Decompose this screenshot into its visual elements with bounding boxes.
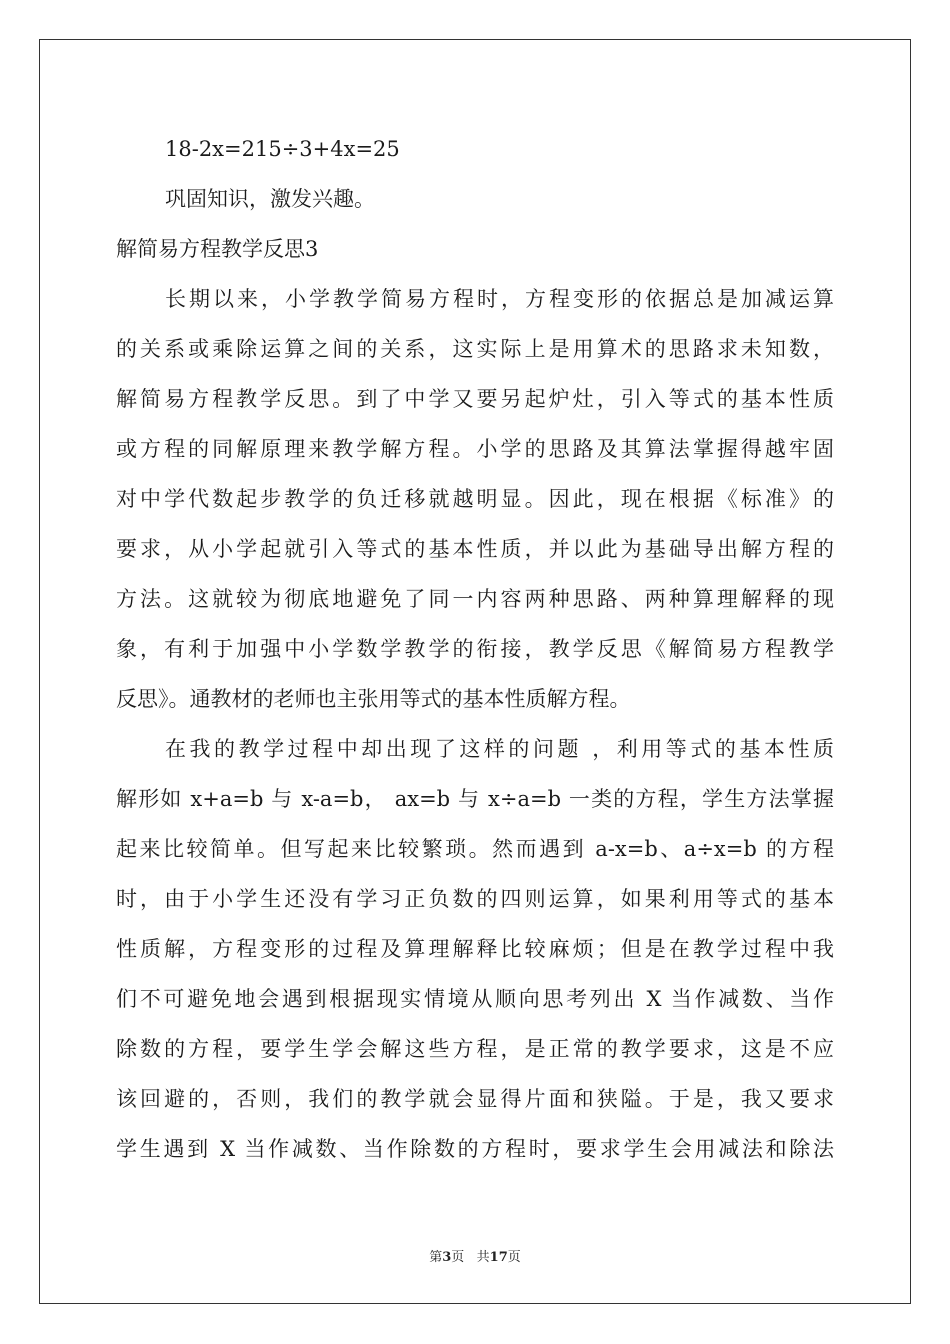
- current-page-number: 3: [442, 1250, 452, 1265]
- paragraph-line: 学生遇到 X 当作减数、当作除数的方程时，要求学生会用减法和除法: [116, 1137, 834, 1161]
- equation-line: 18-2x=215÷3+4x=25: [165, 137, 400, 161]
- paragraph-line: 的关系或乘除运算之间的关系，这实际上是用算术的思路求未知数，: [116, 337, 834, 361]
- paragraph-line: 该回避的，否则，我们的教学就会显得片面和狭隘。于是，我又要求: [116, 1087, 834, 1111]
- paragraph-line: 长期以来，小学教学简易方程时，方程变形的依据总是加减运算: [165, 287, 834, 311]
- footer-middle: 页 共: [451, 1250, 490, 1265]
- paragraph-line: 起来比较简单。但写起来比较繁琐。然而遇到 a-x=b、a÷x=b 的方程: [116, 837, 834, 861]
- paragraph-line: 在我的教学过程中却出现了这样的问题 ，利用等式的基本性质: [165, 737, 834, 761]
- paragraph-line: 或方程的同解原理来教学解方程。小学的思路及其算法掌握得越牢固: [116, 437, 834, 461]
- paragraph-line: 性质解，方程变形的过程及算理解释比较麻烦；但是在教学过程中我: [116, 937, 834, 961]
- paragraph-line: 解简易方程教学反思。到了中学又要另起炉灶，引入等式的基本性质: [116, 387, 834, 411]
- paragraph-line: 时，由于小学生还没有学习正负数的四则运算，如果利用等式的基本: [116, 887, 834, 911]
- section-heading: 解简易方程教学反思3: [116, 237, 319, 261]
- paragraph-line: 对中学代数起步教学的负迁移就越明显。因此，现在根据《标准》的: [116, 487, 834, 511]
- paragraph-line: 巩固知识，激发兴趣。: [165, 187, 375, 211]
- paragraph-line: 除数的方程，要学生学会解这些方程，是正常的教学要求，这是不应: [116, 1037, 834, 1061]
- page-border: [39, 39, 911, 1304]
- paragraph-line: 解形如 x+a=b 与 x-a=b， ax=b 与 x÷a=b 一类的方程，学生方法掌握: [116, 787, 834, 811]
- page-footer: [0, 1250, 950, 1266]
- footer-prefix: 第: [429, 1250, 443, 1265]
- paragraph-line: 要求，从小学起就引入等式的基本性质，并以此为基础导出解方程的: [116, 537, 834, 561]
- paragraph-line: 象，有利于加强中小学数学教学的衔接，教学反思《解简易方程教学: [116, 637, 834, 661]
- footer-suffix: 页: [507, 1250, 521, 1265]
- total-page-count: 17: [489, 1250, 508, 1265]
- paragraph-line: 方法。这就较为彻底地避免了同一内容两种思路、两种算理解释的现: [116, 587, 834, 611]
- paragraph-line: 们不可避免地会遇到根据现实情境从顺向思考列出 X 当作减数、当作: [116, 987, 834, 1011]
- paragraph-line: 反思》。通教材的老师也主张用等式的基本性质解方程。: [116, 687, 631, 711]
